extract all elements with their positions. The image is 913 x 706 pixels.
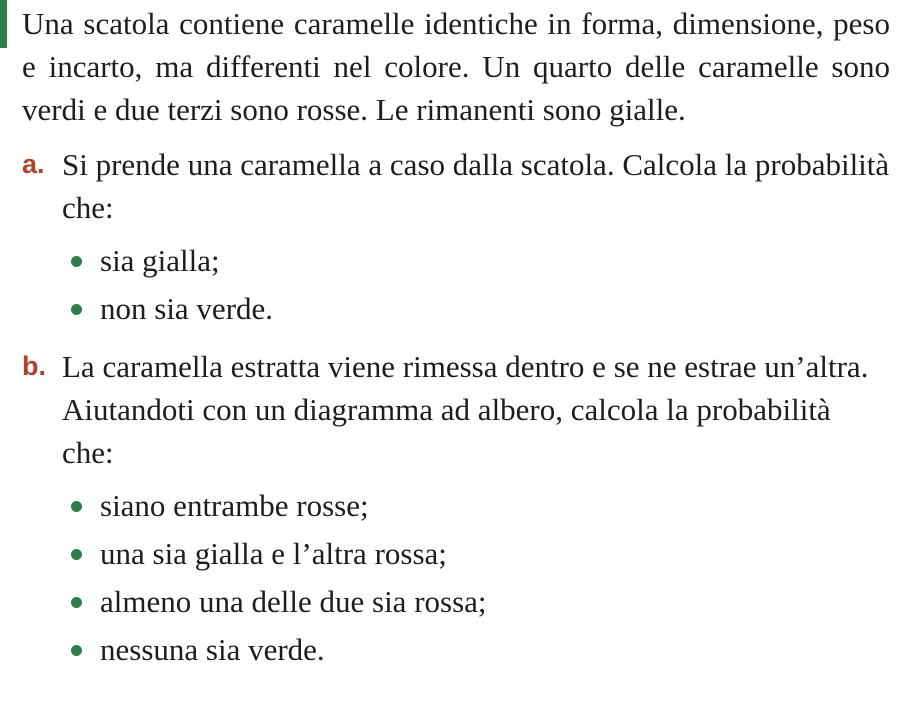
bullet-text: siano entrambe rosse; — [100, 488, 369, 523]
bullet-item — [22, 285, 890, 333]
bullet-dot-icon — [71, 597, 82, 608]
bullet-text: almeno una delle due sia rossa; — [100, 584, 487, 619]
part-b — [22, 345, 890, 674]
part-a-letter: a. — [22, 149, 45, 179]
bullet-text: nessuna sia verde. — [100, 632, 325, 667]
part-a-bullets — [22, 237, 890, 333]
bullet-dot-icon — [71, 501, 82, 512]
bullet-dot-icon — [71, 645, 82, 656]
bullet-item — [22, 530, 890, 578]
part-b-text: La caramella estratta viene rimessa dentro e se ne estrae un’altra. Aiutandoti con un diagramma ad albero, calcola la probabilità che: — [62, 349, 869, 470]
bullet-item — [22, 578, 890, 626]
part-b-bullets — [22, 482, 890, 674]
bullet-text: una sia gialla e l’altra rossa; — [100, 536, 447, 571]
part-a-text: Si prende una caramella a caso dalla scatola. Calcola la probabilità che: — [62, 147, 890, 225]
bullet-dot-icon — [71, 256, 82, 267]
exercise — [22, 0, 890, 674]
bullet-item — [22, 626, 890, 674]
part-a — [22, 143, 890, 333]
problem-statement: Una scatola contiene caramelle identiche in forma, dimensione, peso e incarto, ma differenti nel colore. Un quarto delle caramelle sono verdi e due terzi sono rosse. Le rimanenti sono gialle. — [22, 6, 890, 127]
bullet-text: non sia verde. — [100, 291, 274, 326]
bullet-item — [22, 482, 890, 530]
bullet-dot-icon — [71, 304, 82, 315]
bullet-text: sia gialla; — [100, 243, 220, 278]
section-accent-bar — [0, 0, 7, 48]
bullet-dot-icon — [71, 549, 82, 560]
part-b-letter: b. — [22, 351, 46, 381]
bullet-item — [22, 237, 890, 285]
